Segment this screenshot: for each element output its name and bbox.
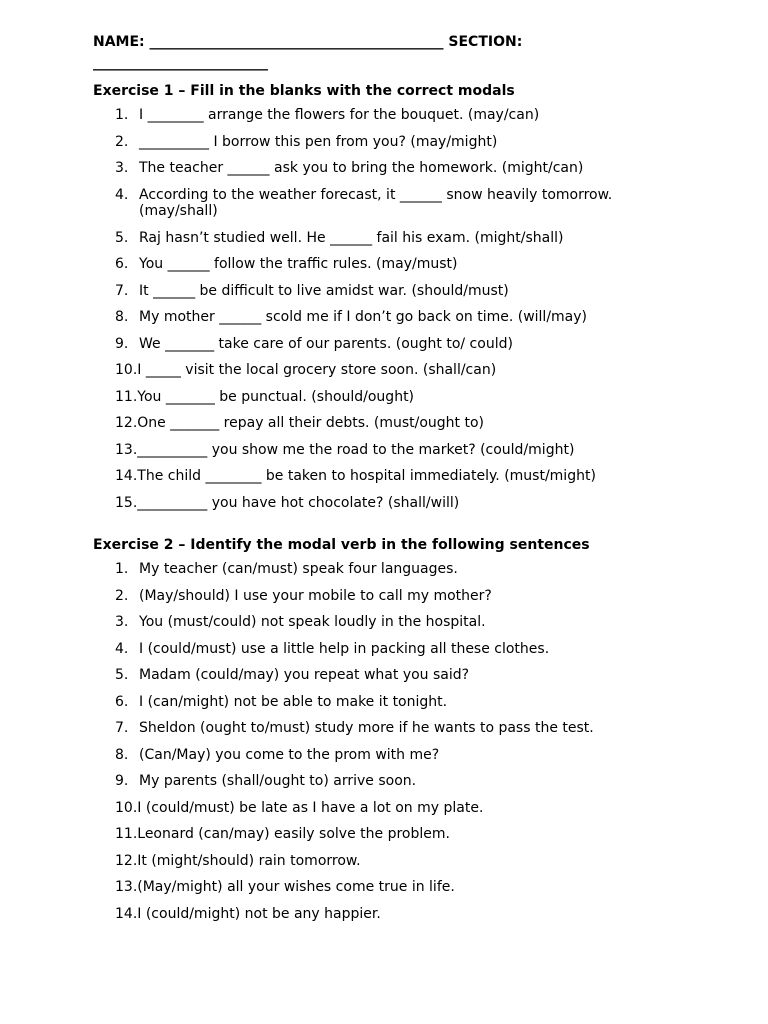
list-item xyxy=(93,230,653,247)
item-number: 7. xyxy=(115,282,129,299)
item-text: I (could/must) be late as I have a lot on my plate. xyxy=(137,799,484,816)
item-number: 8. xyxy=(115,309,129,325)
item-number: 5. xyxy=(115,229,129,246)
item-text: Raj hasn’t studied well. He ______ fail his exam. (might/shall) xyxy=(139,229,564,246)
list-item xyxy=(93,160,653,177)
item-number: 10. xyxy=(115,362,138,378)
item-number: 14. xyxy=(115,905,138,922)
item-number: 4. xyxy=(115,186,129,203)
list-item xyxy=(93,336,653,353)
item-number: 11. xyxy=(115,388,138,405)
item-text: We _______ take care of our parents. (ought to/ could) xyxy=(139,335,513,352)
worksheet-page xyxy=(93,32,653,932)
list-item xyxy=(93,720,653,737)
item-number: 12. xyxy=(115,415,138,431)
item-text: Madam (could/may) you repeat what you said? xyxy=(139,667,470,683)
item-text: I _____ visit the local grocery store soon. (shall/can) xyxy=(137,362,497,378)
list-item xyxy=(93,800,653,817)
exercise-1-title: Exercise 1 – Fill in the blanks with the correct modals xyxy=(93,83,515,99)
item-text: (May/should) I use your mobile to call my mother? xyxy=(139,587,492,604)
item-number: 5. xyxy=(115,667,129,683)
item-text: The teacher ______ ask you to bring the homework. (might/can) xyxy=(139,160,584,176)
list-item xyxy=(93,256,653,273)
list-item xyxy=(93,468,653,485)
item-text: __________ you have hot chocolate? (shall/will) xyxy=(137,494,460,511)
list-item xyxy=(93,826,653,843)
item-number: 3. xyxy=(115,160,129,176)
item-number: 4. xyxy=(115,640,129,657)
list-item xyxy=(93,283,653,300)
item-text: You (must/could) not speak loudly in the hospital. xyxy=(139,614,486,630)
list-item xyxy=(93,561,653,578)
item-number: 11. xyxy=(115,826,138,842)
item-text: I (could/might) not be any happier. xyxy=(137,905,381,922)
list-item xyxy=(93,853,653,870)
item-number: 10. xyxy=(115,799,138,816)
item-number: 13. xyxy=(115,441,138,458)
item-number: 9. xyxy=(115,335,129,352)
list-item xyxy=(93,495,653,512)
item-text: (May/might) all your wishes come true in life. xyxy=(137,879,455,895)
list-item xyxy=(93,773,653,790)
item-number: 1. xyxy=(115,107,129,123)
list-item xyxy=(93,442,653,459)
item-text: Leonard (can/may) easily solve the problem. xyxy=(137,826,450,842)
item-text: __________ you show me the road to the market? (could/might) xyxy=(137,441,575,458)
list-item xyxy=(93,389,653,406)
item-text: It (might/should) rain tomorrow. xyxy=(137,852,361,869)
exercise-2-title: Exercise 2 – Identify the modal verb in the following sentences xyxy=(93,537,590,553)
item-number: 7. xyxy=(115,720,129,736)
section-label: SECTION: xyxy=(448,34,523,50)
item-text: Sheldon (ought to/must) study more if he wants to pass the test. xyxy=(139,720,594,736)
item-number: 3. xyxy=(115,614,129,630)
item-text: My parents (shall/ought to) arrive soon. xyxy=(139,773,417,789)
exercise-2-list xyxy=(93,561,653,922)
list-item xyxy=(93,187,653,220)
list-item xyxy=(93,906,653,923)
item-number: 14. xyxy=(115,468,138,484)
item-text: (Can/May) you come to the prom with me? xyxy=(139,746,440,763)
item-number: 2. xyxy=(115,587,129,604)
item-text: The child ________ be taken to hospital immediately. (must/might) xyxy=(137,468,596,484)
item-number: 1. xyxy=(115,561,129,577)
list-item xyxy=(93,309,653,326)
item-text: I (can/might) not be able to make it tonight. xyxy=(139,693,448,710)
item-text: My teacher (can/must) speak four languages. xyxy=(139,561,458,577)
item-number: 9. xyxy=(115,773,129,789)
item-text: I (could/must) use a little help in packing all these clothes. xyxy=(139,640,550,657)
item-text: You _______ be punctual. (should/ought) xyxy=(137,388,415,405)
header-name-section-line xyxy=(93,32,653,74)
name-blank: __________________________________________ xyxy=(149,34,444,50)
item-number: 15. xyxy=(115,494,138,511)
list-item xyxy=(93,134,653,151)
item-number: 6. xyxy=(115,256,129,272)
item-text: One _______ repay all their debts. (must/ought to) xyxy=(137,415,485,431)
section-blank: _________________________ xyxy=(93,55,268,71)
item-text: __________ I borrow this pen from you? (may/might) xyxy=(139,133,498,150)
item-number: 12. xyxy=(115,852,138,869)
item-number: 6. xyxy=(115,693,129,710)
name-label: NAME: xyxy=(93,34,145,50)
exercise-1-list xyxy=(93,107,653,511)
list-item xyxy=(93,362,653,379)
list-item xyxy=(93,747,653,764)
item-text: I ________ arrange the flowers for the bouquet. (may/can) xyxy=(139,107,540,123)
list-item xyxy=(93,107,653,124)
list-item xyxy=(93,879,653,896)
item-number: 13. xyxy=(115,879,138,895)
list-item xyxy=(93,641,653,658)
list-item xyxy=(93,415,653,432)
list-item xyxy=(93,694,653,711)
item-number: 8. xyxy=(115,746,129,763)
list-item xyxy=(93,614,653,631)
item-text: It ______ be difficult to live amidst war. (should/must) xyxy=(139,282,509,299)
list-item xyxy=(93,588,653,605)
item-text: According to the weather forecast, it ______ snow heavily tomorrow. (may/shall) xyxy=(139,186,613,219)
item-number: 2. xyxy=(115,133,129,150)
item-text: My mother ______ scold me if I don’t go back on time. (will/may) xyxy=(139,309,587,325)
list-item xyxy=(93,667,653,684)
item-text: You ______ follow the traffic rules. (may/must) xyxy=(139,256,458,272)
